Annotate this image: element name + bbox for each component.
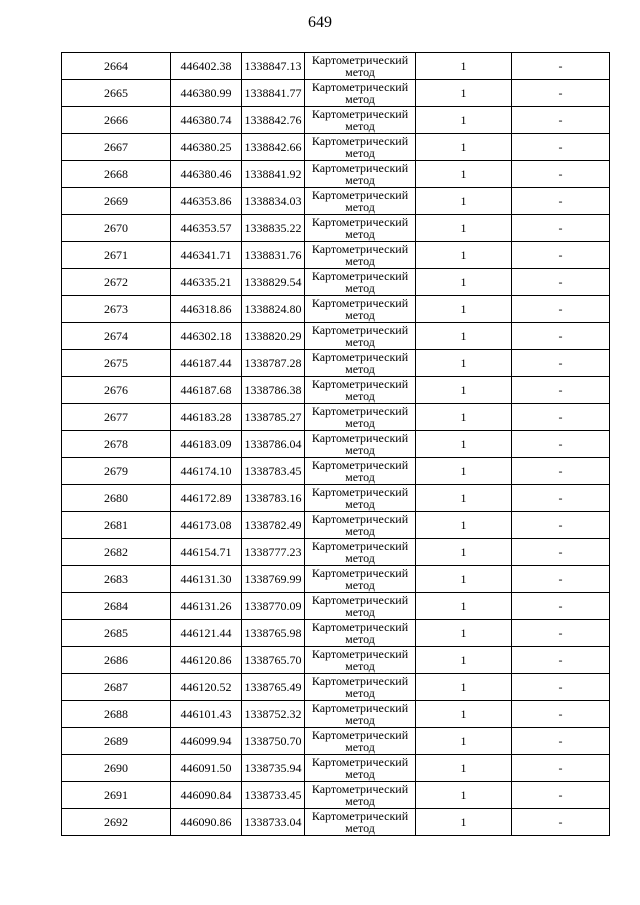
x-coordinate-cell: 446341.71 bbox=[171, 242, 242, 269]
accuracy-cell: 1 bbox=[416, 53, 512, 80]
method-line-2: метод bbox=[345, 65, 375, 79]
x-coordinate-cell: 446402.38 bbox=[171, 53, 242, 80]
point-number-cell: 2665 bbox=[62, 80, 171, 107]
point-number-cell: 2678 bbox=[62, 431, 171, 458]
accuracy-cell: 1 bbox=[416, 161, 512, 188]
description-cell: - bbox=[512, 296, 610, 323]
table-row bbox=[62, 458, 610, 485]
method-line-1: Картометрический bbox=[311, 566, 409, 580]
x-coordinate-cell: 446090.86 bbox=[171, 809, 242, 836]
accuracy-cell: 1 bbox=[416, 242, 512, 269]
method-line-2: метод bbox=[345, 146, 375, 160]
point-number-cell: 2690 bbox=[62, 755, 171, 782]
x-coordinate-cell: 446353.86 bbox=[171, 188, 242, 215]
accuracy-cell: 1 bbox=[416, 80, 512, 107]
table-row bbox=[62, 80, 610, 107]
y-coordinate-cell: 1338829.54 bbox=[242, 269, 305, 296]
coordinates-table bbox=[61, 52, 610, 836]
point-number-cell: 2676 bbox=[62, 377, 171, 404]
accuracy-cell: 1 bbox=[416, 782, 512, 809]
description-cell: - bbox=[512, 323, 610, 350]
method-cell bbox=[305, 755, 416, 782]
accuracy-cell: 1 bbox=[416, 728, 512, 755]
point-number-cell: 2672 bbox=[62, 269, 171, 296]
point-number-cell: 2670 bbox=[62, 215, 171, 242]
accuracy-cell: 1 bbox=[416, 107, 512, 134]
method-cell bbox=[305, 593, 416, 620]
table-row bbox=[62, 242, 610, 269]
method-line-2: метод bbox=[345, 578, 375, 592]
y-coordinate-cell: 1338787.28 bbox=[242, 350, 305, 377]
method-line-2: метод bbox=[345, 794, 375, 808]
description-cell: - bbox=[512, 215, 610, 242]
method-line-2: метод bbox=[345, 605, 375, 619]
method-line-2: метод bbox=[345, 443, 375, 457]
method-line-2: метод bbox=[345, 497, 375, 511]
y-coordinate-cell: 1338765.70 bbox=[242, 647, 305, 674]
method-line-2: метод bbox=[345, 470, 375, 484]
description-cell: - bbox=[512, 242, 610, 269]
y-coordinate-cell: 1338777.23 bbox=[242, 539, 305, 566]
method-cell bbox=[305, 188, 416, 215]
point-number-cell: 2671 bbox=[62, 242, 171, 269]
table-row bbox=[62, 377, 610, 404]
method-line-1: Картометрический bbox=[311, 485, 409, 499]
point-number-cell: 2686 bbox=[62, 647, 171, 674]
method-line-2: метод bbox=[345, 659, 375, 673]
description-cell: - bbox=[512, 512, 610, 539]
accuracy-cell: 1 bbox=[416, 620, 512, 647]
method-cell bbox=[305, 566, 416, 593]
point-number-cell: 2681 bbox=[62, 512, 171, 539]
description-cell: - bbox=[512, 107, 610, 134]
description-cell: - bbox=[512, 377, 610, 404]
method-line-2: метод bbox=[345, 389, 375, 403]
description-cell: - bbox=[512, 269, 610, 296]
point-number-cell: 2680 bbox=[62, 485, 171, 512]
x-coordinate-cell: 446101.43 bbox=[171, 701, 242, 728]
method-line-1: Картометрический bbox=[311, 269, 409, 283]
table-row bbox=[62, 161, 610, 188]
method-line-2: метод bbox=[345, 200, 375, 214]
point-number-cell: 2685 bbox=[62, 620, 171, 647]
method-cell bbox=[305, 647, 416, 674]
method-line-1: Картометрический bbox=[311, 701, 409, 715]
accuracy-cell: 1 bbox=[416, 701, 512, 728]
method-cell bbox=[305, 242, 416, 269]
point-number-cell: 2683 bbox=[62, 566, 171, 593]
description-cell: - bbox=[512, 350, 610, 377]
description-cell: - bbox=[512, 404, 610, 431]
table-row bbox=[62, 755, 610, 782]
accuracy-cell: 1 bbox=[416, 431, 512, 458]
method-cell bbox=[305, 80, 416, 107]
method-line-1: Картометрический bbox=[311, 809, 409, 823]
table-row bbox=[62, 620, 610, 647]
y-coordinate-cell: 1338835.22 bbox=[242, 215, 305, 242]
accuracy-cell: 1 bbox=[416, 755, 512, 782]
x-coordinate-cell: 446090.84 bbox=[171, 782, 242, 809]
method-line-2: метод bbox=[345, 416, 375, 430]
x-coordinate-cell: 446380.99 bbox=[171, 80, 242, 107]
method-line-2: метод bbox=[345, 551, 375, 565]
point-number-cell: 2667 bbox=[62, 134, 171, 161]
description-cell: - bbox=[512, 620, 610, 647]
x-coordinate-cell: 446187.44 bbox=[171, 350, 242, 377]
method-line-1: Картометрический bbox=[311, 647, 409, 661]
table-row bbox=[62, 782, 610, 809]
table-row bbox=[62, 188, 610, 215]
point-number-cell: 2677 bbox=[62, 404, 171, 431]
method-cell bbox=[305, 323, 416, 350]
page-number: 649 bbox=[308, 14, 332, 31]
method-cell bbox=[305, 539, 416, 566]
x-coordinate-cell: 446318.86 bbox=[171, 296, 242, 323]
accuracy-cell: 1 bbox=[416, 404, 512, 431]
accuracy-cell: 1 bbox=[416, 350, 512, 377]
y-coordinate-cell: 1338842.76 bbox=[242, 107, 305, 134]
method-line-2: метод bbox=[345, 767, 375, 781]
method-cell bbox=[305, 350, 416, 377]
table-row bbox=[62, 485, 610, 512]
description-cell: - bbox=[512, 674, 610, 701]
y-coordinate-cell: 1338783.45 bbox=[242, 458, 305, 485]
description-cell: - bbox=[512, 80, 610, 107]
point-number-cell: 2669 bbox=[62, 188, 171, 215]
accuracy-cell: 1 bbox=[416, 485, 512, 512]
accuracy-cell: 1 bbox=[416, 674, 512, 701]
accuracy-cell: 1 bbox=[416, 269, 512, 296]
description-cell: - bbox=[512, 593, 610, 620]
method-cell bbox=[305, 620, 416, 647]
point-number-cell: 2689 bbox=[62, 728, 171, 755]
table-row bbox=[62, 539, 610, 566]
method-cell bbox=[305, 701, 416, 728]
method-line-1: Картометрический bbox=[311, 431, 409, 445]
point-number-cell: 2666 bbox=[62, 107, 171, 134]
method-line-2: метод bbox=[345, 254, 375, 268]
point-number-cell: 2668 bbox=[62, 161, 171, 188]
method-line-2: метод bbox=[345, 227, 375, 241]
description-cell: - bbox=[512, 809, 610, 836]
method-line-2: метод bbox=[345, 173, 375, 187]
point-number-cell: 2674 bbox=[62, 323, 171, 350]
y-coordinate-cell: 1338735.94 bbox=[242, 755, 305, 782]
method-line-1: Картометрический bbox=[311, 458, 409, 472]
method-line-1: Картометрический bbox=[311, 53, 409, 67]
method-line-1: Картометрический bbox=[311, 215, 409, 229]
point-number-cell: 2688 bbox=[62, 701, 171, 728]
method-line-1: Картометрический bbox=[311, 512, 409, 526]
method-cell bbox=[305, 269, 416, 296]
description-cell: - bbox=[512, 728, 610, 755]
accuracy-cell: 1 bbox=[416, 134, 512, 161]
y-coordinate-cell: 1338842.66 bbox=[242, 134, 305, 161]
table-row bbox=[62, 728, 610, 755]
point-number-cell: 2692 bbox=[62, 809, 171, 836]
accuracy-cell: 1 bbox=[416, 323, 512, 350]
table-row bbox=[62, 701, 610, 728]
accuracy-cell: 1 bbox=[416, 593, 512, 620]
method-cell bbox=[305, 485, 416, 512]
x-coordinate-cell: 446131.30 bbox=[171, 566, 242, 593]
description-cell: - bbox=[512, 647, 610, 674]
description-cell: - bbox=[512, 188, 610, 215]
y-coordinate-cell: 1338765.49 bbox=[242, 674, 305, 701]
method-line-2: метод bbox=[345, 335, 375, 349]
table-row bbox=[62, 431, 610, 458]
table-row bbox=[62, 674, 610, 701]
accuracy-cell: 1 bbox=[416, 215, 512, 242]
x-coordinate-cell: 446131.26 bbox=[171, 593, 242, 620]
table-row bbox=[62, 350, 610, 377]
method-line-1: Картометрический bbox=[311, 674, 409, 688]
accuracy-cell: 1 bbox=[416, 458, 512, 485]
table-row bbox=[62, 566, 610, 593]
method-line-2: метод bbox=[345, 713, 375, 727]
point-number-cell: 2679 bbox=[62, 458, 171, 485]
accuracy-cell: 1 bbox=[416, 809, 512, 836]
y-coordinate-cell: 1338831.76 bbox=[242, 242, 305, 269]
method-line-2: метод bbox=[345, 119, 375, 133]
y-coordinate-cell: 1338765.98 bbox=[242, 620, 305, 647]
description-cell: - bbox=[512, 53, 610, 80]
point-number-cell: 2684 bbox=[62, 593, 171, 620]
description-cell: - bbox=[512, 755, 610, 782]
accuracy-cell: 1 bbox=[416, 377, 512, 404]
method-cell bbox=[305, 53, 416, 80]
table-row bbox=[62, 323, 610, 350]
method-cell bbox=[305, 674, 416, 701]
method-line-1: Картометрический bbox=[311, 134, 409, 148]
description-cell: - bbox=[512, 539, 610, 566]
method-line-2: метод bbox=[345, 308, 375, 322]
y-coordinate-cell: 1338847.13 bbox=[242, 53, 305, 80]
y-coordinate-cell: 1338752.32 bbox=[242, 701, 305, 728]
method-cell bbox=[305, 296, 416, 323]
method-line-1: Картометрический bbox=[311, 350, 409, 364]
method-cell bbox=[305, 404, 416, 431]
point-number-cell: 2664 bbox=[62, 53, 171, 80]
y-coordinate-cell: 1338834.03 bbox=[242, 188, 305, 215]
x-coordinate-cell: 446353.57 bbox=[171, 215, 242, 242]
y-coordinate-cell: 1338782.49 bbox=[242, 512, 305, 539]
table-row bbox=[62, 593, 610, 620]
method-cell bbox=[305, 134, 416, 161]
y-coordinate-cell: 1338786.04 bbox=[242, 431, 305, 458]
accuracy-cell: 1 bbox=[416, 296, 512, 323]
method-cell bbox=[305, 512, 416, 539]
point-number-cell: 2673 bbox=[62, 296, 171, 323]
method-cell bbox=[305, 728, 416, 755]
method-line-1: Картометрический bbox=[311, 539, 409, 553]
method-cell bbox=[305, 161, 416, 188]
y-coordinate-cell: 1338841.92 bbox=[242, 161, 305, 188]
description-cell: - bbox=[512, 431, 610, 458]
table-row bbox=[62, 647, 610, 674]
table-row bbox=[62, 404, 610, 431]
method-cell bbox=[305, 431, 416, 458]
y-coordinate-cell: 1338770.09 bbox=[242, 593, 305, 620]
x-coordinate-cell: 446154.71 bbox=[171, 539, 242, 566]
point-number-cell: 2691 bbox=[62, 782, 171, 809]
x-coordinate-cell: 446099.94 bbox=[171, 728, 242, 755]
description-cell: - bbox=[512, 485, 610, 512]
x-coordinate-cell: 446091.50 bbox=[171, 755, 242, 782]
table-row bbox=[62, 269, 610, 296]
x-coordinate-cell: 446380.25 bbox=[171, 134, 242, 161]
x-coordinate-cell: 446174.10 bbox=[171, 458, 242, 485]
point-number-cell: 2675 bbox=[62, 350, 171, 377]
method-line-1: Картометрический bbox=[311, 620, 409, 634]
accuracy-cell: 1 bbox=[416, 539, 512, 566]
method-line-1: Картометрический bbox=[311, 377, 409, 391]
table-row bbox=[62, 296, 610, 323]
method-line-1: Картометрический bbox=[311, 80, 409, 94]
table-row bbox=[62, 215, 610, 242]
table-row bbox=[62, 809, 610, 836]
x-coordinate-cell: 446120.86 bbox=[171, 647, 242, 674]
y-coordinate-cell: 1338769.99 bbox=[242, 566, 305, 593]
description-cell: - bbox=[512, 701, 610, 728]
method-line-1: Картометрический bbox=[311, 755, 409, 769]
x-coordinate-cell: 446380.74 bbox=[171, 107, 242, 134]
method-line-2: метод bbox=[345, 821, 375, 835]
x-coordinate-cell: 446173.08 bbox=[171, 512, 242, 539]
x-coordinate-cell: 446187.68 bbox=[171, 377, 242, 404]
x-coordinate-cell: 446183.09 bbox=[171, 431, 242, 458]
accuracy-cell: 1 bbox=[416, 188, 512, 215]
x-coordinate-cell: 446302.18 bbox=[171, 323, 242, 350]
method-cell bbox=[305, 107, 416, 134]
description-cell: - bbox=[512, 161, 610, 188]
x-coordinate-cell: 446120.52 bbox=[171, 674, 242, 701]
y-coordinate-cell: 1338785.27 bbox=[242, 404, 305, 431]
description-cell: - bbox=[512, 458, 610, 485]
method-line-2: метод bbox=[345, 362, 375, 376]
method-line-2: метод bbox=[345, 92, 375, 106]
description-cell: - bbox=[512, 782, 610, 809]
method-cell bbox=[305, 458, 416, 485]
method-line-1: Картометрический bbox=[311, 782, 409, 796]
y-coordinate-cell: 1338733.45 bbox=[242, 782, 305, 809]
table-row bbox=[62, 512, 610, 539]
table-row bbox=[62, 134, 610, 161]
x-coordinate-cell: 446121.44 bbox=[171, 620, 242, 647]
method-line-2: метод bbox=[345, 281, 375, 295]
y-coordinate-cell: 1338733.04 bbox=[242, 809, 305, 836]
accuracy-cell: 1 bbox=[416, 512, 512, 539]
accuracy-cell: 1 bbox=[416, 647, 512, 674]
description-cell: - bbox=[512, 566, 610, 593]
y-coordinate-cell: 1338841.77 bbox=[242, 80, 305, 107]
method-line-1: Картометрический bbox=[311, 242, 409, 256]
method-line-1: Картометрический bbox=[311, 107, 409, 121]
x-coordinate-cell: 446172.89 bbox=[171, 485, 242, 512]
method-cell bbox=[305, 782, 416, 809]
method-line-1: Картометрический bbox=[311, 296, 409, 310]
table-row bbox=[62, 53, 610, 80]
method-line-1: Картометрический bbox=[311, 161, 409, 175]
point-number-cell: 2687 bbox=[62, 674, 171, 701]
method-cell bbox=[305, 215, 416, 242]
method-line-1: Картометрический bbox=[311, 728, 409, 742]
description-cell: - bbox=[512, 134, 610, 161]
method-line-1: Картометрический bbox=[311, 404, 409, 418]
method-line-1: Картометрический bbox=[311, 593, 409, 607]
y-coordinate-cell: 1338750.70 bbox=[242, 728, 305, 755]
method-line-1: Картометрический bbox=[311, 323, 409, 337]
y-coordinate-cell: 1338820.29 bbox=[242, 323, 305, 350]
method-line-2: метод bbox=[345, 524, 375, 538]
method-line-2: метод bbox=[345, 632, 375, 646]
method-line-2: метод bbox=[345, 686, 375, 700]
coordinates-table-body bbox=[62, 53, 610, 836]
x-coordinate-cell: 446380.46 bbox=[171, 161, 242, 188]
x-coordinate-cell: 446183.28 bbox=[171, 404, 242, 431]
accuracy-cell: 1 bbox=[416, 566, 512, 593]
y-coordinate-cell: 1338824.80 bbox=[242, 296, 305, 323]
y-coordinate-cell: 1338783.16 bbox=[242, 485, 305, 512]
method-cell bbox=[305, 377, 416, 404]
method-line-2: метод bbox=[345, 740, 375, 754]
table-row bbox=[62, 107, 610, 134]
y-coordinate-cell: 1338786.38 bbox=[242, 377, 305, 404]
method-line-1: Картометрический bbox=[311, 188, 409, 202]
x-coordinate-cell: 446335.21 bbox=[171, 269, 242, 296]
method-cell bbox=[305, 809, 416, 836]
point-number-cell: 2682 bbox=[62, 539, 171, 566]
